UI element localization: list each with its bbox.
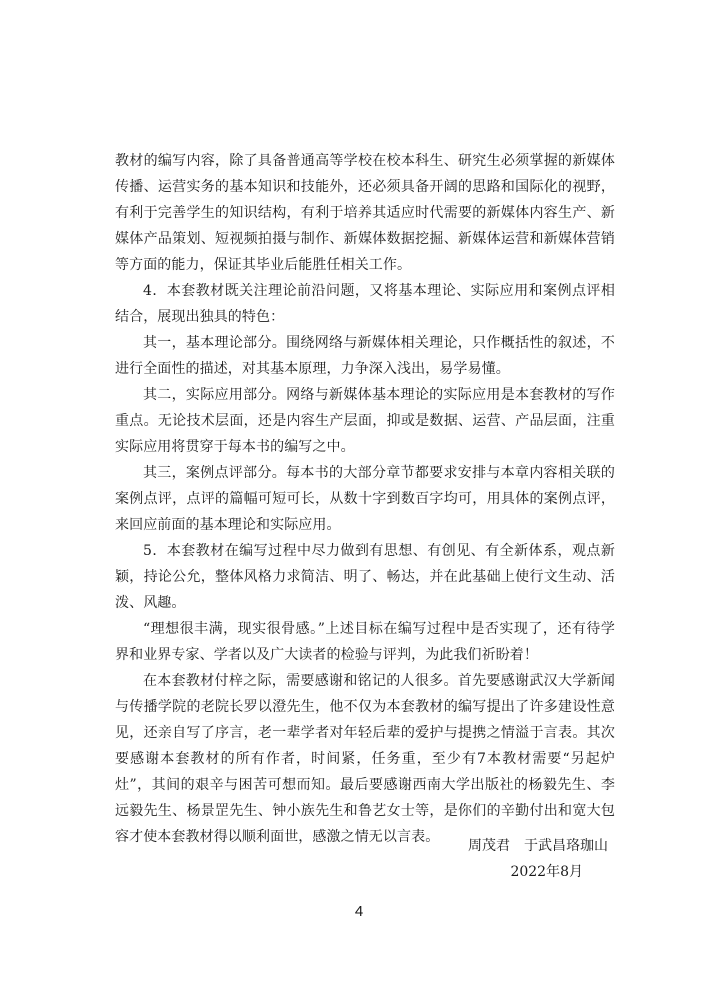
page-number: 4: [354, 903, 364, 920]
paragraph-acknowledgements: 在本套教材付梓之际，需要感谢和铭记的人很多。首先要感谢武汉大学新闻与传播学院的老院长罗以澄先生，他不仅为本套教材的编写提出了许多建设性意见，还亲自写了序言，老一辈学者对年轻后辈的爱护与提携之情溢于言表。其次要感谢本套教材的所有作者，时间紧，任务重，至少有7本教材需要“另起炉灶”，其间的艰辛与困苦可想而知。最后要感谢西南大学出版社的杨毅先生、李远毅先生、杨景罡先生、钟小族先生和鲁艺女士等，是你们的辛勤付出和宽大包容才使本套教材得以顺利面世，感激之情无以言表。: [115, 673, 615, 845]
paragraph-point-4: 4．本套教材既关注理论前沿问题，又将基本理论、实际应用和案例点评相结合，展现出独具的特色：: [115, 283, 615, 325]
body-text: [115, 148, 615, 850]
paragraph-feature-3: 其三，案例点评部分。每本书的大部分章节都要求安排与本章内容相关联的案例点评，点评的篇幅可短可长，从数十字到数百字均可，用具体的案例点评，来回应前面的基本理论和实际应用。: [115, 465, 615, 533]
signature-date: 2022年8月: [510, 864, 583, 880]
signature-author: 周茂君 于武昌珞珈山: [468, 838, 608, 854]
paragraph-feature-2: 其二，实际应用部分。网络与新媒体基本理论的实际应用是本套教材的写作重点。无论技术层面，还是内容生产层面，抑或是数据、运营、产品层面，注重实际应用将贯穿于每本书的编写之中。: [115, 387, 615, 455]
paragraph-feature-1: 其一，基本理论部分。围绕网络与新媒体相关理论，只作概括性的叙述，不进行全面性的描述，对其基本原理，力争深入浅出，易学易懂。: [115, 335, 615, 377]
paragraph-point-5: 5．本套教材在编写过程中尽力做到有思想、有创见、有全新体系，观点新颖，持论公允，整体风格力求简洁、明了、畅达，并在此基础上使行文生动、活泼、风趣。: [115, 543, 615, 611]
paragraph-quote: “理想很丰满，现实很骨感。”上述目标在编写过程中是否实现了，还有待学界和业界专家、学者以及广大读者的检验与评判，为此我们祈盼着！: [115, 621, 615, 663]
paragraph-continuation: 教材的编写内容，除了具备普通高等学校在校本科生、研究生必须掌握的新媒体传播、运营实务的基本知识和技能外，还必须具备开阔的思路和国际化的视野，有利于完善学生的知识结构，有利于培养其适应时代需要的新媒体内容生产、新媒体产品策划、短视频拍摄与制作、新媒体数据挖掘、新媒体运营和新媒体营销等方面的能力，保证其毕业后能胜任相关工作。: [115, 153, 615, 273]
signature-block: [468, 833, 608, 885]
